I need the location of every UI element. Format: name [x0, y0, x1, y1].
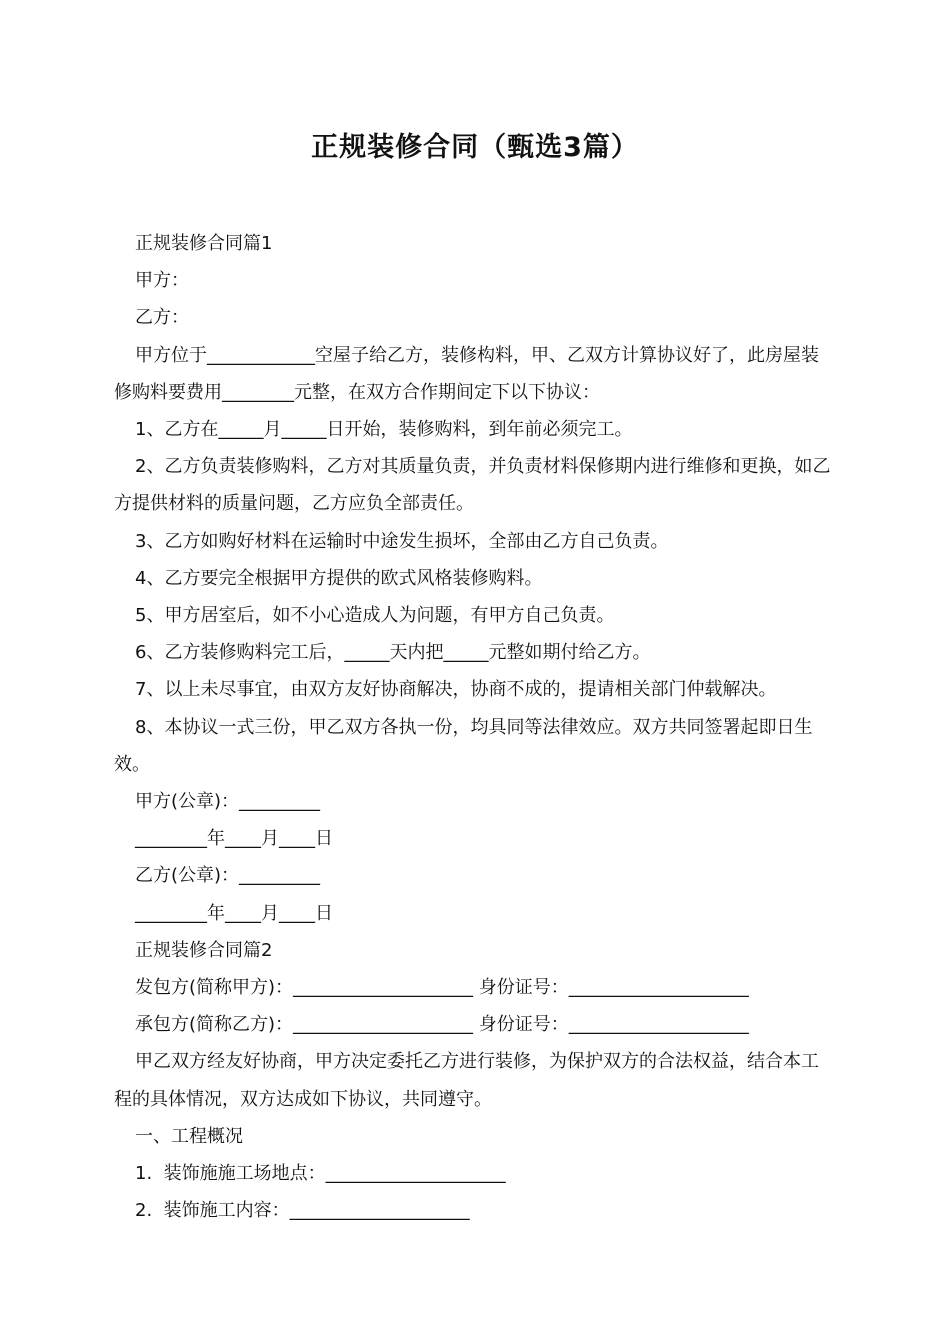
party-b-date-line: ________年____月____日: [135, 902, 333, 924]
party-a-seal-line: 甲方(公章)：_________: [135, 791, 321, 813]
clause-4: 4、乙方要完全根据甲方提供的欧式风格装修购料。: [135, 567, 543, 589]
clause-6: 6、乙方装修购料完工后，_____天内把_____元整如期付给乙方。: [135, 642, 651, 664]
clause-1: 1、乙方在_____月_____日开始，装修购料，到年前必须完工。: [135, 419, 633, 441]
project-content-line: 2. 装饰施工内容：____________________: [135, 1200, 470, 1222]
project-overview-heading: 一、工程概况: [135, 1125, 243, 1147]
intro-paragraph: 甲方位于____________空屋子给乙方，装修构料，甲、乙双方计算协议好了，此房屋装修购料要费用________元整，在双方合作期间定下以下协议：: [114, 344, 819, 403]
party-b-line: 乙方：: [135, 307, 189, 329]
project-location-line: 1. 装饰施施工场地点：____________________: [135, 1163, 506, 1185]
clause-8: 8、本协议一式三份，甲乙双方各执一份，均具同等法律效应。双方共同签署起即日生效。: [114, 716, 813, 775]
party-a-line: 甲方：: [135, 270, 189, 292]
clause-2: 2、乙方负责装修购料，乙方对其质量负责，并负责材料保修期内进行维修和更换，如乙方提供材料的质量问题，乙方应负全部责任。: [114, 456, 831, 515]
section-heading-2: 正规装修合同篇2: [135, 939, 273, 961]
clause-3: 3、乙方如购好材料在运输时中途发生损坏，全部由乙方自己负责。: [135, 530, 669, 552]
contractee-line: 承包方(简称乙方)：____________________ 身份证号：____________________: [135, 1014, 749, 1036]
party-b-seal-line: 乙方(公章)：_________: [135, 865, 321, 887]
party-a-date-line: ________年____月____日: [135, 828, 333, 850]
agreement-intro-paragraph: 甲乙双方经友好协商，甲方决定委托乙方进行装修，为保护双方的合法权益，结合本工程的具体情况，双方达成如下协议，共同遵守。: [114, 1051, 819, 1110]
document-title: 正规装修合同（甄选3篇）: [311, 132, 639, 163]
contractor-line: 发包方(简称甲方)：____________________ 身份证号：____________________: [135, 977, 749, 999]
document-body: [114, 225, 834, 1229]
clause-7: 7、以上未尽事宜，由双方友好协商解决，协商不成的，提请相关部门仲载解决。: [135, 679, 777, 701]
clause-5: 5、甲方居室后，如不小心造成人为问题，有甲方自己负责。: [135, 605, 615, 627]
section-heading-1: 正规装修合同篇1: [135, 233, 273, 254]
